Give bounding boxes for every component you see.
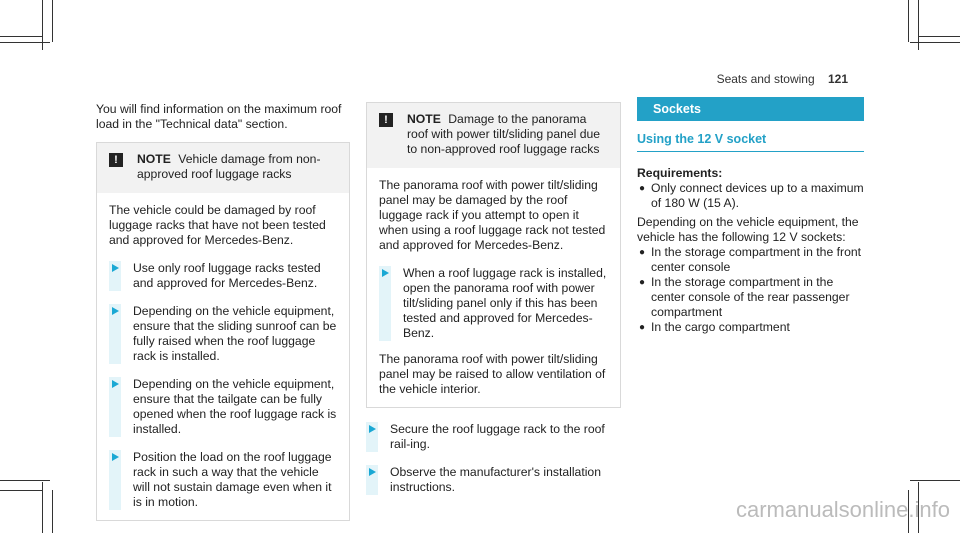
note-body xyxy=(97,193,349,520)
section-title: Sockets xyxy=(637,97,864,121)
step-text: Use only roof luggage racks tested and approved for Mercedes-Benz. xyxy=(133,261,321,290)
middle-column xyxy=(366,102,621,495)
step-text: Depending on the vehicle equipment, ensure that the tailgate can be fully opened when the roof luggage rack is installed. xyxy=(133,377,337,436)
list-item-text: In the storage compartment in the center console of the rear passenger compartment xyxy=(651,275,850,319)
step-marker xyxy=(109,450,121,510)
step xyxy=(109,261,337,291)
crop-mark xyxy=(908,0,909,42)
step-text: When a roof luggage rack is installed, open the panorama roof with power tilt/sliding panel only if this has been tested and approved for Mercedes-Benz. xyxy=(403,266,607,340)
step-marker xyxy=(379,266,391,341)
list-item-text: In the cargo compartment xyxy=(651,320,790,334)
note-header xyxy=(97,143,349,193)
arrow-right-icon xyxy=(112,453,119,461)
step xyxy=(109,377,337,437)
step-marker xyxy=(366,422,378,452)
note-heading xyxy=(407,112,608,157)
note-heading xyxy=(137,152,337,182)
crop-mark xyxy=(42,482,43,533)
step-marker xyxy=(109,377,121,437)
step-marker xyxy=(366,465,378,495)
crop-mark xyxy=(52,490,53,533)
note-text: The vehicle could be damaged by roof luggage racks that have not been tested and approved for Mercedes-Benz. xyxy=(109,203,326,247)
list-item xyxy=(637,181,864,211)
bullet-icon: ● xyxy=(639,183,646,194)
step-text: Position the load on the roof luggage rack in such a way that the vehicle will not sustain damage even when it is in motion. xyxy=(133,450,332,509)
arrow-right-icon xyxy=(112,307,119,315)
note-label: NOTE xyxy=(137,152,171,166)
step-marker xyxy=(109,261,121,291)
step-text: Observe the manufacturer's installation instructions. xyxy=(390,465,601,494)
watermark[interactable]: carmanualsonline.info xyxy=(735,497,950,522)
bullet-icon: ● xyxy=(639,277,646,288)
step xyxy=(379,266,608,341)
step-text: Secure the roof luggage rack to the roof rail-ing. xyxy=(390,422,605,451)
list-item-text: In the storage compartment in the front center console xyxy=(651,245,862,274)
note-box xyxy=(96,142,350,521)
crop-mark xyxy=(910,42,960,43)
section-name: Seats and stowing xyxy=(716,72,815,86)
crop-mark xyxy=(910,480,960,481)
step xyxy=(366,465,621,495)
arrow-right-icon xyxy=(369,425,376,433)
crop-mark xyxy=(52,0,53,42)
page-number: 121 xyxy=(827,72,848,86)
requirements-title: Requirements: xyxy=(637,166,723,180)
note-body xyxy=(367,168,620,407)
note-title: Vehicle damage from non-approved roof luggage racks xyxy=(137,152,321,181)
right-column xyxy=(637,97,864,335)
bullet-icon: ● xyxy=(639,247,646,258)
arrow-right-icon xyxy=(112,264,119,272)
note-header xyxy=(367,103,620,168)
subsection-title: Using the 12 V socket xyxy=(637,132,864,152)
step xyxy=(109,304,337,364)
crop-mark xyxy=(0,36,42,37)
note-box xyxy=(366,102,621,408)
arrow-right-icon xyxy=(112,380,119,388)
note-text: The panorama roof with power tilt/sliding panel may be damaged by the roof luggage rack if you attempt to open it when using a roof luggage rack not tested and approved for Mercedes-Benz. xyxy=(379,178,606,252)
crop-mark xyxy=(918,36,960,37)
warning-icon: ! xyxy=(109,153,123,167)
step xyxy=(366,422,621,452)
sockets-intro: Depending on the vehicle equipment, the vehicle has the following 12 V sockets: xyxy=(637,215,859,244)
note-label: NOTE xyxy=(407,112,441,126)
left-column xyxy=(96,102,350,521)
crop-mark xyxy=(0,42,50,43)
bullet-icon: ● xyxy=(639,322,646,333)
arrow-right-icon xyxy=(382,269,389,277)
note-text: The panorama roof with power tilt/sliding panel may be raised to allow ventilation of the vehicle interior. xyxy=(379,352,606,396)
list-item xyxy=(637,245,864,275)
page-header xyxy=(717,72,848,86)
note-title: Damage to the panorama roof with power tilt/sliding panel due to non-approved roof luggage racks xyxy=(407,112,601,156)
step xyxy=(109,450,337,510)
list-item-text: Only connect devices up to a maximum of 180 W (15 A). xyxy=(651,181,864,210)
crop-mark xyxy=(0,490,42,491)
roof-load-intro: You will find information on the maximum roof load in the "Technical data" section. xyxy=(96,102,342,131)
list-item xyxy=(637,275,864,320)
list-item xyxy=(637,320,864,335)
warning-icon: ! xyxy=(379,113,393,127)
step-marker xyxy=(109,304,121,364)
arrow-right-icon xyxy=(369,468,376,476)
step-text: Depending on the vehicle equipment, ensure that the sliding sunroof can be fully raised when the roof luggage rack is installed. xyxy=(133,304,337,363)
crop-mark xyxy=(0,480,50,481)
